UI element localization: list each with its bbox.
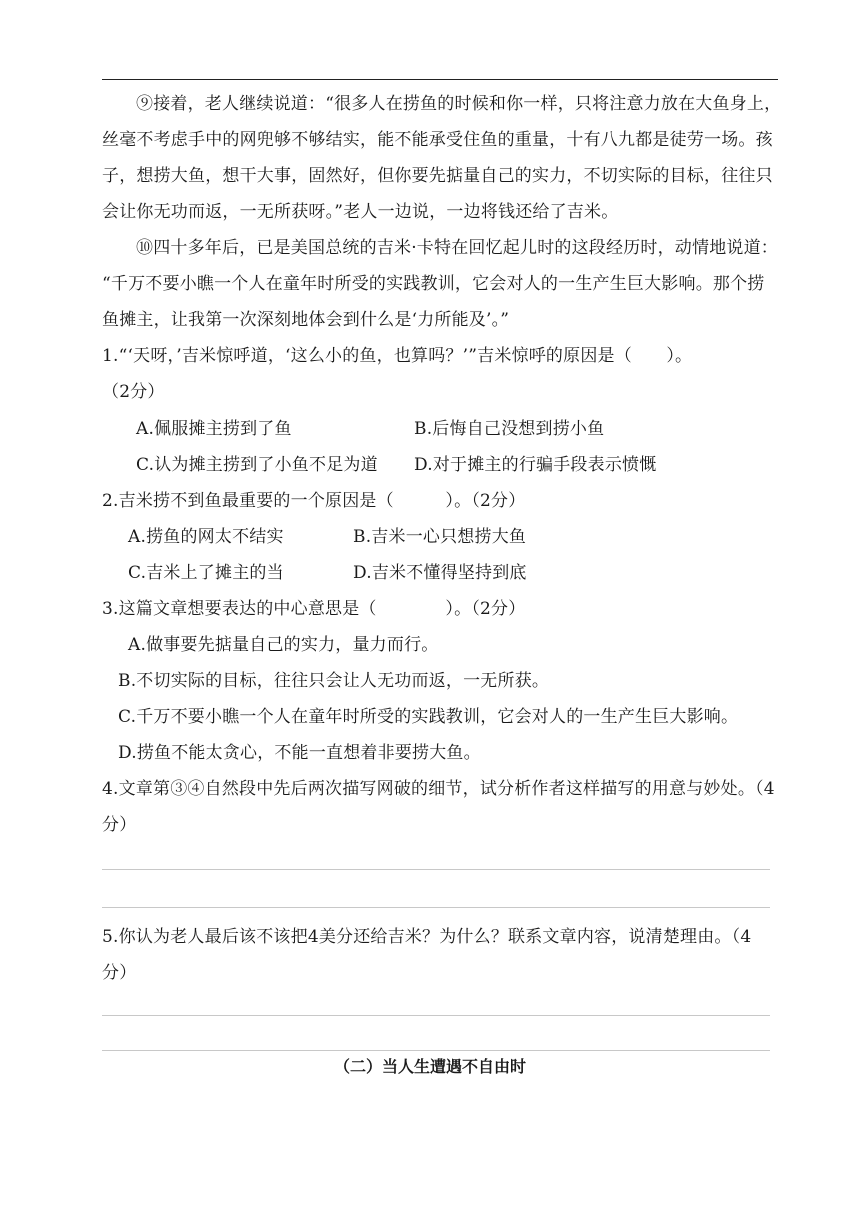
question-3-option-b: B.不切实际的目标，往往只会让人无功而返，一无所获。 bbox=[118, 671, 550, 691]
question-5-stem: 5.你认为老人最后该不该把4美分还给吉米？为什么？联系文章内容，说清楚理由。（4 bbox=[102, 927, 752, 947]
paragraph-9-line-3: 子，想捞大鱼，想干大事，固然好，但你要先掂量自己的实力，不切实际的目标，往往只 bbox=[102, 166, 773, 186]
question-2-option-d: D.吉米不懂得坚持到底 bbox=[353, 563, 527, 583]
header-rule bbox=[102, 79, 778, 80]
paragraph-9-line-2: 丝毫不考虑手中的网兜够不够结实，能不能承受住鱼的重量，十有八九都是徒劳一场。孩 bbox=[102, 130, 773, 150]
paragraph-10-line-2: “千万不要小瞧一个人在童年时所受的实践教训，它会对人的一生产生巨大影响。那个捞 bbox=[102, 274, 765, 294]
section-title: （二）当人生遭遇不自由时 bbox=[333, 1057, 526, 1076]
question-1-score: （2分） bbox=[102, 382, 165, 402]
question-4-stem-cont: 分） bbox=[102, 815, 137, 835]
question-4-stem: 4.文章第③④自然段中先后两次描写网破的细节，试分析作者这样描写的用意与妙处。（4 bbox=[102, 779, 775, 799]
question-2-option-a: A.捞鱼的网太不结实 bbox=[128, 527, 284, 547]
paragraph-9-line-4: 会让你无功而返，一无所获呀。”老人一边说，一边将钱还给了吉米。 bbox=[102, 202, 619, 222]
question-1-option-b: B.后悔自己没想到捞小鱼 bbox=[414, 419, 605, 439]
paragraph-9-line-1: ⑨接着，老人继续说道：“很多人在捞鱼的时候和你一样，只将注意力放在大鱼身上， bbox=[136, 94, 782, 114]
question-2-option-b: B.吉米一心只想捞大鱼 bbox=[353, 527, 527, 547]
question-4-answer-line-2[interactable] bbox=[102, 907, 770, 908]
question-2-option-c: C.吉米上了摊主的当 bbox=[128, 563, 284, 583]
paragraph-10-line-1: ⑩四十多年后，已是美国总统的吉米·卡特在回忆起儿时的这段经历时，动情地说道： bbox=[136, 238, 779, 258]
question-3-option-d: D.捞鱼不能太贪心，不能一直想着非要捞大鱼。 bbox=[118, 743, 481, 763]
question-5-answer-line-2[interactable] bbox=[102, 1050, 770, 1051]
question-3-stem: 3.这篇文章想要表达的中心意思是（ ）。（2分） bbox=[102, 599, 526, 619]
question-3-option-a: A.做事要先掂量自己的实力，量力而行。 bbox=[128, 635, 439, 655]
question-5-answer-line-1[interactable] bbox=[102, 1015, 770, 1016]
question-4-answer-line-1[interactable] bbox=[102, 869, 770, 870]
question-3-option-c: C.千万不要小瞧一个人在童年时所受的实践教训，它会对人的一生产生巨大影响。 bbox=[118, 707, 739, 727]
question-1-stem: 1.“‘天呀，’吉米惊呼道，‘这么小的鱼，也算吗？’”吉米惊呼的原因是（ ）。 bbox=[102, 346, 693, 366]
question-5-stem-cont: 分） bbox=[102, 963, 137, 983]
question-1-option-d: D.对于摊主的行骗手段表示愤慨 bbox=[414, 455, 657, 475]
question-1-option-a: A.佩服摊主捞到了鱼 bbox=[136, 419, 292, 439]
question-2-stem: 2.吉米捞不到鱼最重要的一个原因是（ ）。（2分） bbox=[102, 491, 526, 511]
paragraph-10-line-3: 鱼摊主，让我第一次深刻地体会到什么是‘力所能及’。” bbox=[102, 310, 510, 330]
question-1-option-c: C.认为摊主捞到了小鱼不足为道 bbox=[136, 455, 378, 475]
